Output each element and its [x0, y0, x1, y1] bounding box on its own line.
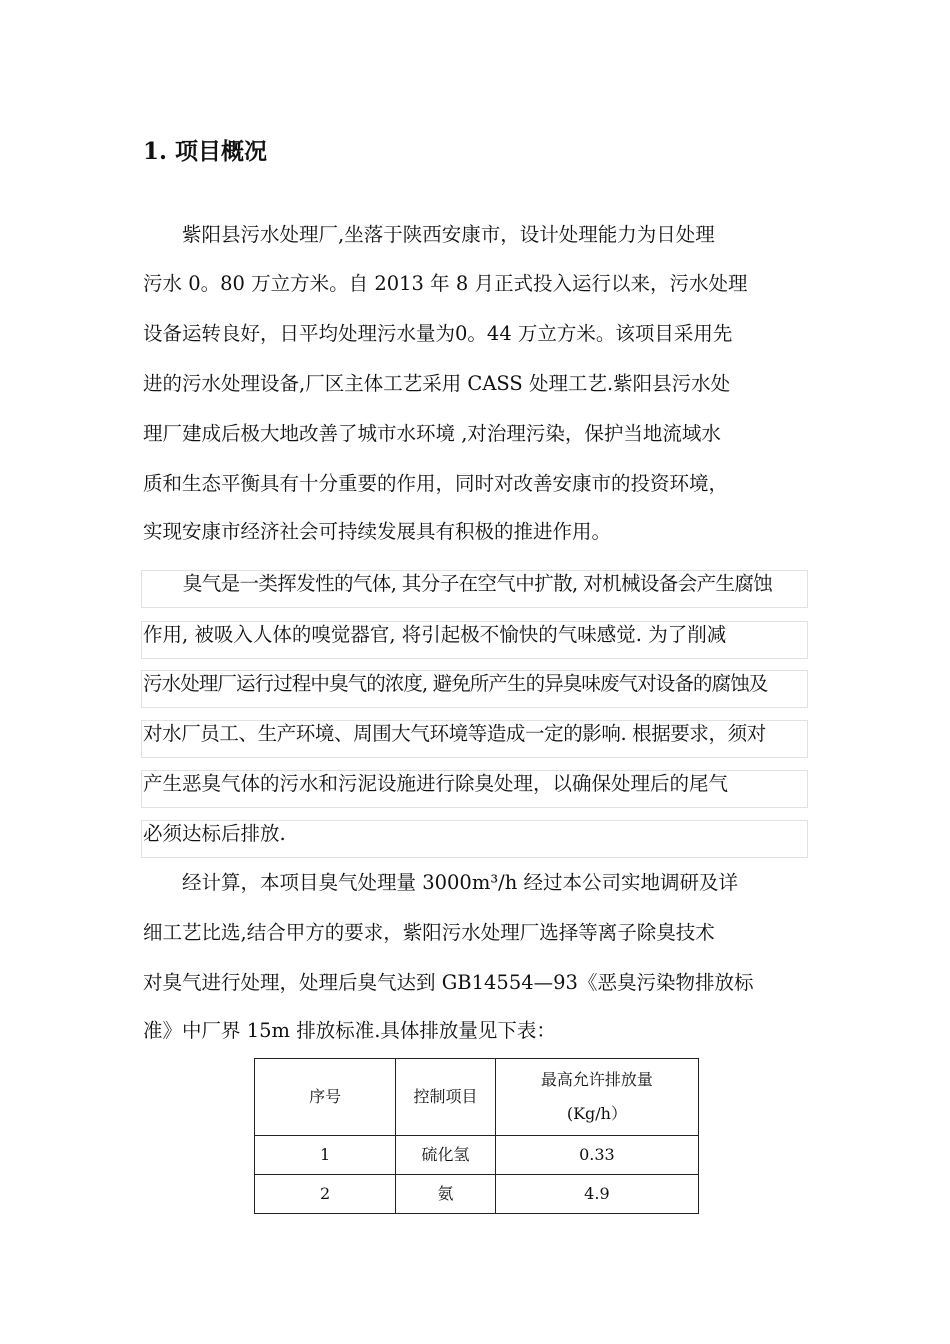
table-cell: 1	[255, 1136, 396, 1175]
header-max-emission-label: 最高允许排放量	[540, 1070, 653, 1089]
header-serial-number: 序号	[255, 1059, 396, 1136]
paragraph-1-line: 理厂建成后极大地改善了城市水环境 ,对治理污染，保护当地流域水	[143, 422, 721, 445]
paragraph-3-line: 细工艺比选,结合甲方的要求，紫阳污水处理厂选择等离子除臭技术	[143, 921, 715, 944]
table-row	[255, 1175, 699, 1214]
emission-limits-table	[254, 1058, 699, 1214]
section-heading: 1. 项目概况	[143, 138, 268, 165]
table-cell: 2	[255, 1175, 396, 1214]
paragraph-1-line: 污水 0。80 万立方米。自 2013 年 8 月正式投入运行以来，污水处理	[143, 272, 748, 295]
paragraph-3-line: 对臭气进行处理，处理后臭气达到 GB14554—93《恶臭污染物排放标	[143, 971, 754, 994]
paragraph-1-line: 实现安康市经济社会可持续发展具有积极的推进作用。	[143, 520, 612, 543]
paragraph-2-line: 产生恶臭气体的污水和污泥设施进行除臭处理，以确保处理后的尾气	[143, 772, 729, 795]
paragraph-1-line: 设备运转良好，日平均处理污水量为0。44 万立方米。该项目采用先	[143, 322, 733, 345]
paragraph-2-line: 污水处理厂运行过程中臭气的浓度, 避免所产生的异臭味废气对设备的腐蚀及	[143, 672, 768, 695]
paragraph-2-line: 臭气是一类挥发性的气体, 其分子在空气中扩散, 对机械设备会产生腐蚀	[145, 572, 773, 595]
table-cell: 氨	[396, 1175, 496, 1214]
table-row	[255, 1136, 699, 1175]
paragraph-2-line: 必须达标后排放.	[143, 822, 286, 845]
paragraph-2-line: 对水厂员工、生产环境、周围大气环境等造成一定的影响. 根据要求，须对	[143, 722, 766, 745]
paragraph-3-line: 经计算，本项目臭气处理量 3000m³/h 经过本公司实地调研及详	[143, 871, 738, 894]
paragraph-2-line: 作用, 被吸入人体的嗅觉器官, 将引起极不愉快的气味感觉. 为了削减	[143, 623, 727, 646]
table-cell: 4.9	[495, 1175, 698, 1214]
paragraph-1-line: 进的污水处理设备,厂区主体工艺采用 CASS 处理工艺.紫阳县污水处	[143, 372, 731, 395]
table-cell: 硫化氢	[396, 1136, 496, 1175]
header-unit: (Kg/h）	[566, 1104, 627, 1123]
paragraph-1-line: 质和生态平衡具有十分重要的作用，同时对改善安康市的投资环境，	[143, 472, 729, 495]
paragraph-3-line: 准》中厂界 15m 排放标准.具体排放量见下表：	[143, 1019, 556, 1042]
table-cell: 0.33	[495, 1136, 698, 1175]
paragraph-1-line: 紫阳县污水处理厂,坐落于陕西安康市，设计处理能力为日处理	[143, 223, 715, 246]
table-header-row	[255, 1059, 699, 1136]
header-max-emission	[495, 1059, 698, 1136]
header-control-item: 控制项目	[396, 1059, 496, 1136]
